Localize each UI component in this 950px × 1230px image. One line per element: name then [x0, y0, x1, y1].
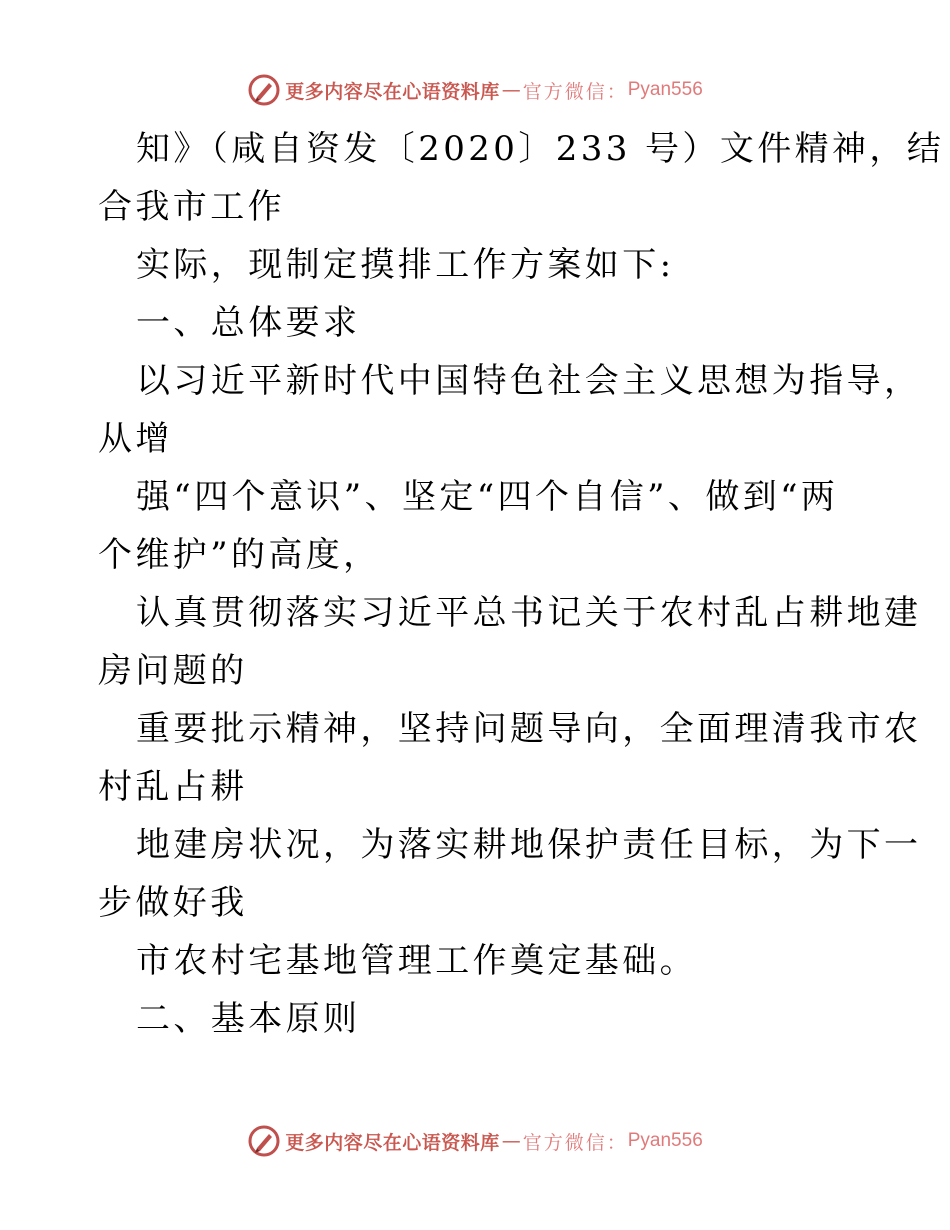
text-line: 从增: [98, 419, 173, 459]
watermark-text: 更多内容尽在心语资料库: [285, 80, 500, 103]
footer-watermark: [0, 1121, 950, 1161]
watermark-wechat-label: 官方微信：: [522, 80, 628, 103]
header-watermark: [0, 70, 950, 110]
text-line: 合我市工作: [98, 187, 285, 227]
watermark-dash: —: [501, 1130, 521, 1152]
text-line: 强“四个意识”、坚定“四个自信”、做到“两: [136, 477, 839, 517]
text-line: 市农村宅基地管理工作奠定基础。: [136, 941, 697, 981]
document-body: [98, 120, 945, 1048]
watermark-text: 更多内容尽在心语资料库: [285, 1131, 500, 1154]
text-line: 以习近平新时代中国特色社会主义思想为指导，: [136, 361, 922, 401]
watermark-wechat-label: 官方微信：: [522, 1131, 628, 1154]
text-line: 村乱占耕: [98, 767, 248, 807]
text-line: 地建房状况，为落实耕地保护责任目标，为下一: [136, 825, 922, 865]
pen-logo-icon: [247, 73, 281, 107]
section-heading: 一、总体要求: [136, 303, 361, 343]
pen-logo-icon: [247, 1124, 281, 1158]
text-line: 重要批示精神，坚持问题导向，全面理清我市农: [136, 709, 922, 749]
section-heading: 二、基本原则: [136, 999, 361, 1039]
text-line: 个维护”的高度，: [98, 535, 381, 575]
text-line: 实际，现制定摸排工作方案如下:: [136, 245, 675, 285]
text-line: 房问题的: [98, 651, 248, 691]
text-line: 知》（咸自资发〔2020〕233 号）文件精神，结: [136, 129, 945, 169]
watermark-wechat-id: Pyan556: [627, 1130, 703, 1151]
text-line: 认真贯彻落实习近平总书记关于农村乱占耕地建: [136, 593, 922, 633]
text-line: 步做好我: [98, 883, 248, 923]
watermark-dash: —: [501, 79, 521, 101]
watermark-wechat-id: Pyan556: [627, 79, 703, 100]
